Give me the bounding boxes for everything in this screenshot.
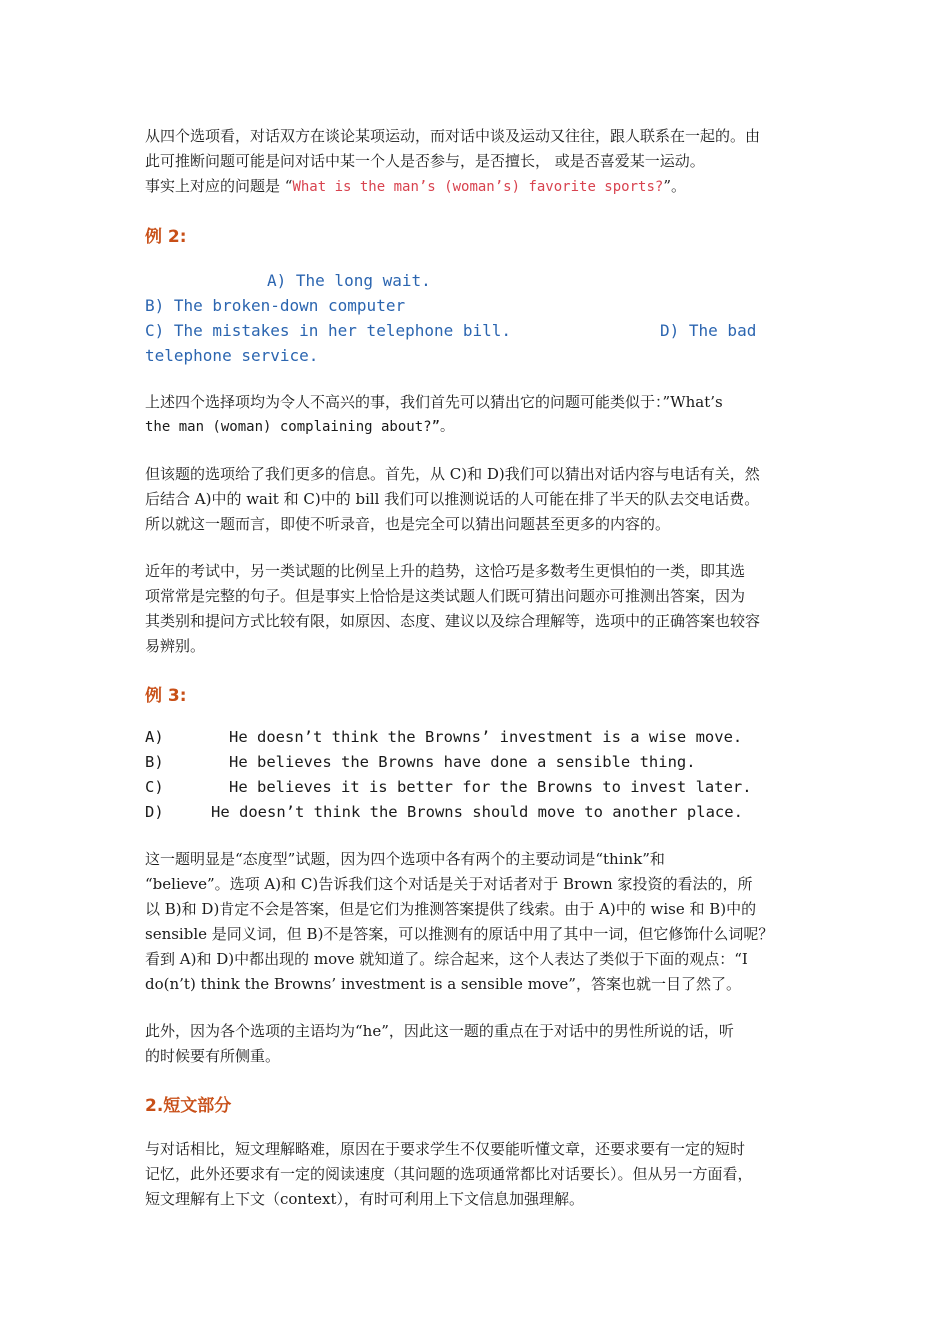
- attitude-paragraph: [145, 847, 825, 997]
- example-3-options: [145, 725, 825, 825]
- option-text: He believes the Browns have done a sensible thing.: [229, 753, 696, 771]
- intro-line: 从四个选项看，对话双方在谈论某项运动，而对话中谈及运动又往往，跟人联系在一起的。由: [145, 127, 761, 145]
- option-row: [145, 293, 825, 318]
- option-text: He believes it is better for the Browns to invest later.: [229, 778, 752, 796]
- paragraph-line: 看到 A)和 D)中都出现的 move 就知道了。综合起来，这个人表达了类似于下面的观点：“I: [145, 950, 748, 968]
- option-text: He doesn’t think the Browns’ investment is a wise move.: [229, 728, 743, 746]
- paragraph-line: 上述四个选择项均为令人不高兴的事，我们首先可以猜出它的问题可能类似于：”What’s: [145, 393, 723, 411]
- option-row: [145, 343, 825, 368]
- option-row: [145, 800, 825, 825]
- option-letter: D): [145, 803, 164, 821]
- paragraph-line: 的时候要有所侧重。: [145, 1047, 281, 1065]
- option-d-continued: telephone service.: [145, 346, 319, 365]
- paragraph-line: do(n’t) think the Browns’ investment is a sensible move”，答案也就一目了然了。: [145, 975, 741, 993]
- document-page: [145, 124, 825, 1212]
- paragraph-line: 易辨别。: [145, 637, 206, 655]
- paragraph-line: the man (woman) complaining about?”。: [145, 419, 455, 435]
- example-2-options: [145, 268, 825, 368]
- paragraph-line: 近年的考试中，另一类试题的比例呈上升的趋势，这恰巧是多数考生更惧怕的一类，即其选: [145, 562, 746, 580]
- option-row: [145, 775, 825, 800]
- intro-suffix: ”。: [663, 177, 686, 195]
- intro-line: [145, 174, 825, 200]
- example-2-heading: 例 2:: [145, 227, 187, 247]
- option-a: A) The long wait.: [267, 271, 431, 290]
- option-text: He doesn’t think the Browns should move to another place.: [211, 803, 743, 821]
- option-row: [145, 725, 825, 750]
- paragraph-line: 项常常是完整的句子。但是事实上恰恰是这类试题人们既可猜出问题亦可推测出答案，因为: [145, 587, 746, 605]
- example-3-heading: 例 3:: [145, 686, 187, 706]
- paragraph-line: 所以就这一题而言，即使不听录音，也是完全可以猜出问题甚至更多的内容的。: [145, 515, 671, 533]
- more-info-paragraph: [145, 462, 825, 537]
- he-paragraph: [145, 1019, 825, 1069]
- option-row: [145, 268, 825, 293]
- option-c: C) The mistakes in her telephone bill.: [145, 321, 512, 340]
- intro-prefix: 事实上对应的问题是 “: [145, 177, 293, 195]
- highlighted-question: What is the man’s (woman’s) favorite sports?: [292, 179, 664, 195]
- option-letter: A): [145, 728, 164, 746]
- intro-line: 此可推断问题可能是问对话中某一个人是否参与，是否擅长， 或是否喜爱某一运动。: [145, 152, 705, 170]
- paragraph-line: 但该题的选项给了我们更多的信息。首先，从 C)和 D)我们可以猜出对话内容与电话有关，然: [145, 465, 760, 483]
- paragraph-line: 短文理解有上下文（context），有时可利用上下文信息加强理解。: [145, 1190, 584, 1208]
- paragraph-line: 这一题明显是“态度型”试题，因为四个选项中各有两个的主要动词是“think”和: [145, 850, 665, 868]
- paragraph-line: 此外，因为各个选项的主语均为“he”，因此这一题的重点在于对话中的男性所说的话，听: [145, 1022, 734, 1040]
- option-letter: C): [145, 778, 164, 796]
- section-2-paragraph: [145, 1137, 825, 1212]
- option-d: D) The bad: [660, 321, 757, 340]
- option-b: B) The broken-down computer: [145, 296, 406, 315]
- option-letter: B): [145, 753, 164, 771]
- intro-paragraph: [145, 124, 825, 200]
- trend-paragraph: [145, 559, 825, 659]
- complain-paragraph: [145, 390, 825, 440]
- paragraph-line: 与对话相比，短文理解略难，原因在于要求学生不仅要能听懂文章，还要求要有一定的短时: [145, 1140, 746, 1158]
- paragraph-line: 后结合 A)中的 wait 和 C)中的 bill 我们可以推测说话的人可能在排了半天的队去交电话费。: [145, 490, 760, 508]
- paragraph-line: sensible 是同义词，但 B)不是答案，可以推测有的原话中用了其中一词，但它修饰什么词呢？: [145, 925, 774, 943]
- option-row: [145, 750, 825, 775]
- paragraph-line: 记忆，此外还要求有一定的阅读速度（其问题的选项通常都比对话要长）。但从另一方面看，: [145, 1165, 753, 1183]
- section-2-heading: 2.短文部分: [145, 1096, 232, 1116]
- option-row: [145, 318, 825, 343]
- paragraph-line: 以 B)和 D)肯定不会是答案，但是它们为推测答案提供了线索。由于 A)中的 wise 和 B)中的: [145, 900, 757, 918]
- paragraph-line: 其类别和提问方式比较有限，如原因、态度、建议以及综合理解等，选项中的正确答案也较容: [145, 612, 761, 630]
- paragraph-line: “believe”。选项 A)和 C)告诉我们这个对话是关于对话者对于 Brown 家投资的看法的，所: [145, 875, 753, 893]
